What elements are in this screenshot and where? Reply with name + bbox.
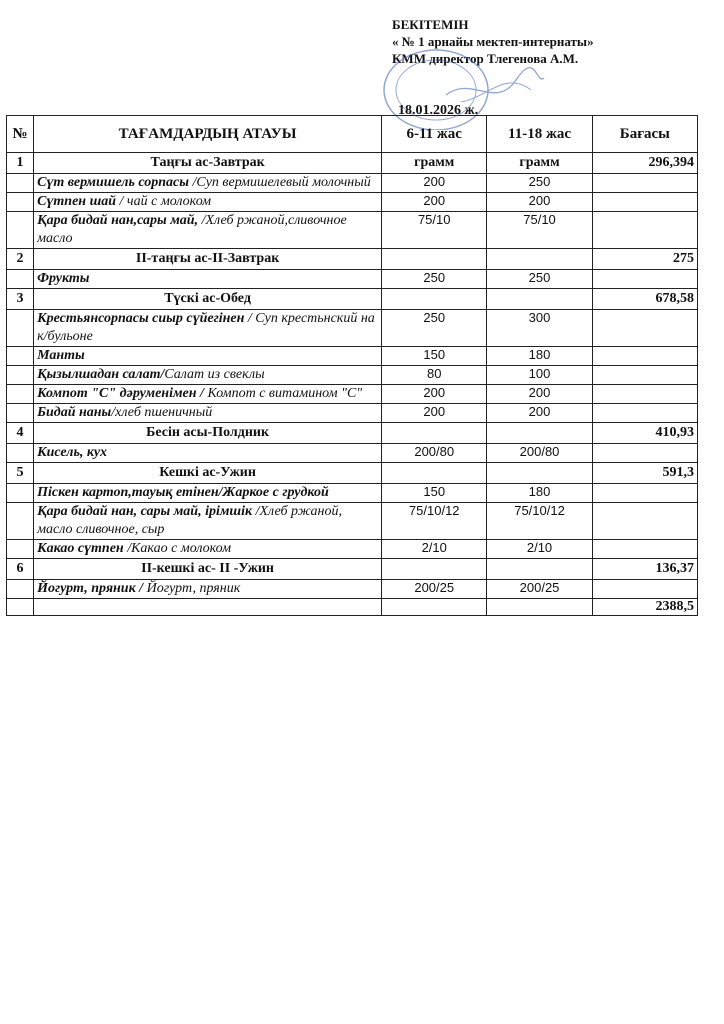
dish-name-ru: Салат из свеклы: [164, 367, 265, 382]
dish-portion-11-18: 200: [487, 385, 592, 404]
total-name-cell: [34, 599, 382, 616]
meal-number: 3: [7, 289, 34, 310]
dish-name-kz: Йогурт, пряник /: [37, 581, 147, 596]
dish-name-kz: Бидай наны: [37, 405, 112, 420]
meal-row: [7, 423, 698, 444]
header-num: №: [7, 116, 34, 153]
dish-name: [34, 366, 382, 385]
dish-row: [7, 347, 698, 366]
meal-row: [7, 463, 698, 484]
dish-portion-6-11: 200: [382, 404, 487, 423]
dish-number-cell: [7, 310, 34, 347]
dish-number-cell: [7, 212, 34, 249]
approval-director: КММ директор Тлегенова А.М.: [392, 51, 579, 66]
menu-table: [6, 115, 698, 616]
meal-unit-11-18: [487, 249, 592, 270]
dish-name: [34, 310, 382, 347]
total-g2-cell: [487, 599, 592, 616]
dish-portion-6-11: 75/10/12: [382, 503, 487, 540]
dish-portion-6-11: 200: [382, 385, 487, 404]
dish-name-kz: Сүтпен шай: [37, 194, 120, 209]
header-age-11-18: 11-18 жас: [487, 116, 592, 153]
meal-unit-6-11: грамм: [382, 153, 487, 174]
meal-unit-6-11: [382, 289, 487, 310]
dish-name-ru: /Суп вермишелевый молочный: [192, 175, 371, 190]
dish-price-cell: [592, 540, 697, 559]
meal-number: 1: [7, 153, 34, 174]
meal-unit-11-18: [487, 559, 592, 580]
meal-price: 275: [592, 249, 697, 270]
approval-date: 18.01.2026 ж.: [398, 103, 479, 118]
dish-portion-6-11: 150: [382, 484, 487, 503]
meal-unit-6-11: [382, 463, 487, 484]
dish-name: [34, 212, 382, 249]
dish-portion-11-18: 2/10: [487, 540, 592, 559]
meal-price: 296,394: [592, 153, 697, 174]
meal-number: 6: [7, 559, 34, 580]
dish-portion-11-18: 200/25: [487, 580, 592, 599]
dish-price-cell: [592, 385, 697, 404]
dish-price-cell: [592, 310, 697, 347]
meal-title: Түскі ас-Обед: [34, 289, 382, 310]
dish-row: [7, 503, 698, 540]
dish-row: [7, 404, 698, 423]
dish-name: [34, 174, 382, 193]
dish-number-cell: [7, 193, 34, 212]
dish-number-cell: [7, 270, 34, 289]
menu-body: [7, 153, 698, 616]
dish-row: [7, 580, 698, 599]
meal-unit-11-18: [487, 289, 592, 310]
dish-portion-11-18: 200/80: [487, 444, 592, 463]
meal-row: [7, 249, 698, 270]
meal-price: 136,37: [592, 559, 697, 580]
dish-name-ru: /Хлеб ржаной, масло сливочное, сыр: [37, 504, 342, 537]
meal-number: 2: [7, 249, 34, 270]
dish-name-ru: /Какао с молоком: [127, 541, 232, 556]
dish-name-ru: /хлеб пшеничный: [111, 405, 213, 420]
dish-row: [7, 444, 698, 463]
header-age-6-11: 6-11 жас: [382, 116, 487, 153]
dish-price-cell: [592, 444, 697, 463]
dish-price-cell: [592, 347, 697, 366]
meal-title: ІІ-кешкі ас- ІІ -Ужин: [34, 559, 382, 580]
meal-number: 5: [7, 463, 34, 484]
dish-portion-6-11: 200/25: [382, 580, 487, 599]
table-header-row: [7, 116, 698, 153]
dish-price-cell: [592, 174, 697, 193]
dish-name: [34, 347, 382, 366]
dish-price-cell: [592, 503, 697, 540]
dish-number-cell: [7, 503, 34, 540]
meal-unit-11-18: [487, 423, 592, 444]
dish-name: [34, 270, 382, 289]
meal-price: 410,93: [592, 423, 697, 444]
dish-row: [7, 540, 698, 559]
dish-number-cell: [7, 366, 34, 385]
total-number-cell: [7, 599, 34, 616]
dish-portion-11-18: 250: [487, 174, 592, 193]
dish-row: [7, 484, 698, 503]
dish-price-cell: [592, 193, 697, 212]
dish-name-kz: Манты: [37, 348, 85, 363]
dish-portion-11-18: 300: [487, 310, 592, 347]
meal-price: 591,3: [592, 463, 697, 484]
dish-number-cell: [7, 385, 34, 404]
meal-title: Бесін асы-Полдник: [34, 423, 382, 444]
dish-name-kz: Крестьянсорпасы сиыр сүйегінен: [37, 311, 248, 326]
dish-name-kz: Фрукты: [37, 271, 90, 286]
dish-price-cell: [592, 366, 697, 385]
meal-number: 4: [7, 423, 34, 444]
meal-unit-6-11: [382, 423, 487, 444]
meal-unit-11-18: грамм: [487, 153, 592, 174]
dish-portion-6-11: 250: [382, 310, 487, 347]
dish-name: [34, 385, 382, 404]
dish-name: [34, 404, 382, 423]
dish-name: [34, 580, 382, 599]
dish-number-cell: [7, 540, 34, 559]
dish-number-cell: [7, 174, 34, 193]
dish-price-cell: [592, 484, 697, 503]
meal-title: ІІ-таңғы ас-ІІ-Завтрак: [34, 249, 382, 270]
dish-name: [34, 193, 382, 212]
dish-row: [7, 366, 698, 385]
dish-portion-11-18: 200: [487, 404, 592, 423]
dish-name-kz: Қара бидай нан, сары май, ірімшік: [37, 504, 256, 519]
dish-row: [7, 310, 698, 347]
dish-name-kz: Компот "С" дәруменімен /: [37, 386, 208, 401]
dish-name-ru: / чай с молоком: [119, 194, 212, 209]
dish-portion-11-18: 180: [487, 484, 592, 503]
meal-title: Таңғы ас-Завтрак: [34, 153, 382, 174]
dish-portion-11-18: 200: [487, 193, 592, 212]
approval-title: БЕКІТЕМІН: [392, 17, 469, 32]
meal-unit-6-11: [382, 249, 487, 270]
dish-name: [34, 503, 382, 540]
header-price: Бағасы: [592, 116, 697, 153]
total-g1-cell: [382, 599, 487, 616]
total-price: 2388,5: [592, 599, 697, 616]
meal-row: [7, 153, 698, 174]
dish-name: [34, 444, 382, 463]
dish-portion-6-11: 80: [382, 366, 487, 385]
dish-row: [7, 385, 698, 404]
dish-number-cell: [7, 444, 34, 463]
dish-portion-11-18: 75/10: [487, 212, 592, 249]
dish-portion-11-18: 250: [487, 270, 592, 289]
dish-price-cell: [592, 212, 697, 249]
dish-portion-11-18: 180: [487, 347, 592, 366]
dish-name-ru: Йогурт, пряник: [146, 581, 241, 596]
dish-name-kz: Піскен картоп,тауық етінен/Жаркое с грудкой: [37, 485, 329, 500]
meal-row: [7, 559, 698, 580]
dish-portion-6-11: 200/80: [382, 444, 487, 463]
dish-name: [34, 484, 382, 503]
dish-price-cell: [592, 270, 697, 289]
meal-unit-11-18: [487, 463, 592, 484]
dish-name-ru: / Суп крестьнский на к/бульоне: [37, 311, 375, 344]
dish-portion-6-11: 250: [382, 270, 487, 289]
dish-name-kz: Қара бидай нан,сары май,: [37, 213, 202, 228]
dish-portion-6-11: 2/10: [382, 540, 487, 559]
dish-name-kz: Какао сүтпен: [37, 541, 128, 556]
dish-portion-11-18: 75/10/12: [487, 503, 592, 540]
dish-name: [34, 540, 382, 559]
dish-portion-11-18: 100: [487, 366, 592, 385]
total-row: [7, 599, 698, 616]
dish-name-kz: Кисель, кух: [37, 445, 107, 460]
dish-price-cell: [592, 404, 697, 423]
dish-portion-6-11: 200: [382, 174, 487, 193]
dish-row: [7, 212, 698, 249]
dish-portion-6-11: 200: [382, 193, 487, 212]
dish-number-cell: [7, 404, 34, 423]
header-name: ТАҒАМДАРДЫҢ АТАУЫ: [34, 116, 382, 153]
dish-name-ru: /Хлеб ржаной,сливочное масло: [37, 213, 347, 246]
dish-portion-6-11: 75/10: [382, 212, 487, 249]
dish-number-cell: [7, 484, 34, 503]
dish-row: [7, 270, 698, 289]
meal-price: 678,58: [592, 289, 697, 310]
meal-title: Кешкі ас-Ужин: [34, 463, 382, 484]
dish-name-ru: Компот с витамином "С": [207, 386, 363, 401]
dish-row: [7, 174, 698, 193]
dish-number-cell: [7, 347, 34, 366]
dish-number-cell: [7, 580, 34, 599]
approval-school: « № 1 арнайы мектеп-интернаты»: [392, 34, 594, 49]
meal-unit-6-11: [382, 559, 487, 580]
meal-row: [7, 289, 698, 310]
dish-name-kz: Қызылшадан салат/: [37, 367, 165, 382]
dish-portion-6-11: 150: [382, 347, 487, 366]
dish-name-kz: Сүт вермишель сорпасы: [37, 175, 193, 190]
dish-row: [7, 193, 698, 212]
dish-price-cell: [592, 580, 697, 599]
